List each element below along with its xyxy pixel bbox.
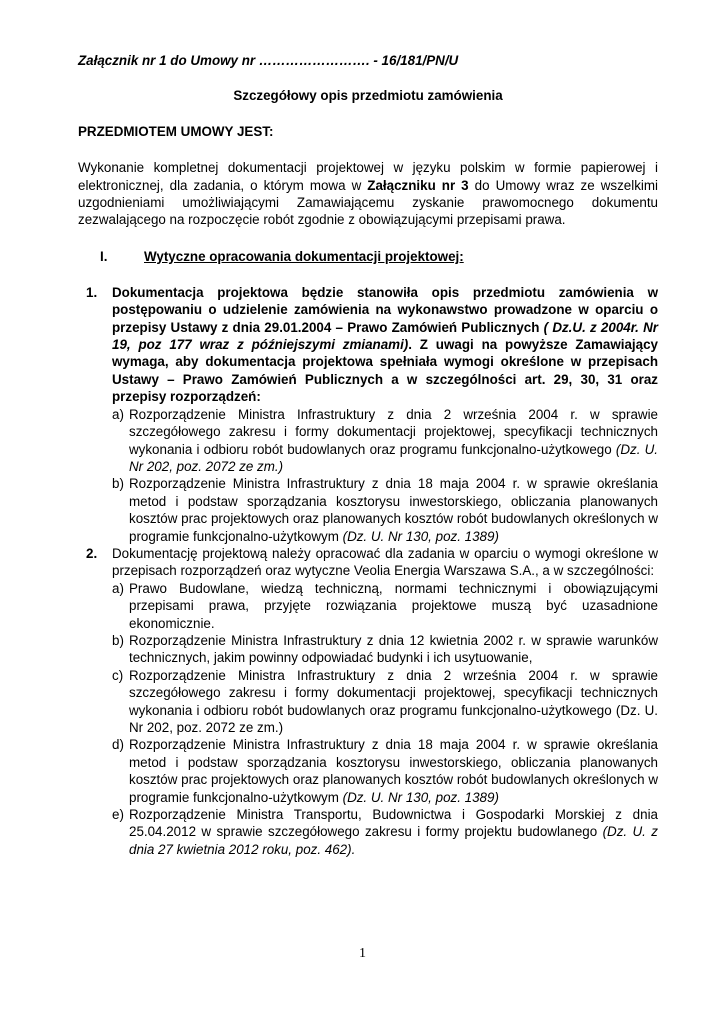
sublist-item — [112, 736, 658, 806]
sublist-item — [112, 406, 658, 476]
intro-paragraph — [78, 159, 658, 229]
sub-letter: a) — [112, 580, 124, 596]
sub-text: Prawo Budowlane, wiedzą techniczną, normami technicznymi i obowiązującymi przepisami prawa, przyjęte rozwiązania projektowe muszą być uzasadnione ekonomicznie. — [129, 580, 658, 631]
sub-text: Rozporządzenie Ministra Infrastruktury z dnia 18 maja 2004 r. w sprawie określania metod i podstaw sporządzania kosztorysu inwestorskiego, obliczania planowanych kosztów prac projektowych oraz planowanych kosztów robót budowlanych określonych w programie funkcjonalno-użytkowym — [129, 737, 658, 805]
sub-letter: c) — [112, 667, 124, 683]
item-number: 2. — [86, 545, 98, 561]
item1-text-citation: ( Dz.U. z 2004r. Nr 19, poz 177 wraz z późniejszymi zmianami) — [112, 319, 658, 353]
sub-text: Rozporządzenie Ministra Infrastruktury z dnia 2 września 2004 r. w sprawie szczegółowego zakresu i formy dokumentacji projektowej, specyfikacji technicznych wykonania i odbioru robót budowlanych oraz programu funkcjonalno-użytkowego (Dz. U. Nr 202, poz. 2072 ze zm.) — [129, 667, 658, 735]
sub-text: Rozporządzenie Ministra Infrastruktury z dnia 12 kwietnia 2002 r. w sprawie warunków technicznych, jakim powinny odpowiadać budynki i ich usytuowanie, — [129, 632, 658, 666]
sub-letter: b) — [112, 476, 124, 492]
sublist-item — [112, 475, 658, 545]
sub-text: Rozporządzenie Ministra Transportu, Budownictwa i Gospodarki Morskiej z dnia 25.04.2012 w sprawie szczegółowego zakresu i formy projektu budowlanego — [129, 807, 658, 840]
sub-citation: (Dz. U. z dnia 27 kwietnia 2012 roku, poz. 462). — [129, 824, 658, 857]
item-text: Dokumentację projektową należy opracować dla zadania w oparciu o wymogi określone w przepisach rozporządzeń oraz wytyczne Veolia Energia Warszawa S.A., a w szczególności: — [112, 545, 658, 579]
sublist-item — [112, 580, 658, 632]
sublist-item — [112, 632, 658, 667]
sub-letter: e) — [112, 807, 124, 823]
sub-letter: d) — [112, 737, 124, 753]
section-title: Wytyczne opracowania dokumentacji projektowej: — [144, 248, 464, 264]
sublist — [112, 580, 658, 859]
item-number: 1. — [86, 284, 98, 300]
sub-text: Rozporządzenie Ministra Infrastruktury z dnia 2 września 2004 r. w sprawie szczegółowego zakresu i formy dokumentacji projektowej, specyfikacji technicznych wykonania i odbioru robót budowlanych oraz programu funkcjonalno-użytkowego — [129, 406, 658, 457]
sub-citation: (Dz. U. Nr 130, poz. 1389) — [342, 789, 499, 805]
document-title: Szczegółowy opis przedmiotu zamówienia — [233, 88, 503, 104]
item1-text-a: Dokumentacja projektowa będzie stanowiła opis przedmiotu zamówienia w postępowaniu o udzielenie zamówienia na wykonawstwo prowadzone w oparciu o przepisy Ustawy z dnia 29.01.2004 – Prawo Zamówień Publicznych — [112, 284, 658, 335]
page-number: 1 — [359, 946, 366, 961]
sublist-item — [112, 806, 658, 858]
sub-letter: b) — [112, 632, 124, 648]
attachment-header: Załącznik nr 1 do Umowy nr ……………………. - 16/181/PN/U — [78, 53, 459, 68]
intro-text-bold: Załączniku nr 3 — [367, 177, 469, 193]
sub-citation: (Dz. U. Nr 202, poz. 2072 ze zm.) — [129, 441, 659, 474]
list-item-1 — [78, 284, 658, 545]
subject-heading: PRZEDMIOTEM UMOWY JEST: — [78, 123, 274, 139]
intro-text-c: do Umowy wraz ze wszelkimi uzgodnieniami umożliwiającymi Zamawiającemu zyskanie prawomocnego dokumentu zezwalającego na rozpoczęcie robót zgodnie z obowiązującymi przepisami prawa. — [78, 177, 658, 228]
sublist-item — [112, 667, 658, 737]
sub-citation: (Dz. U. Nr 130, poz. 1389) — [342, 528, 499, 544]
sub-text: Rozporządzenie Ministra Infrastruktury z dnia 18 maja 2004 r. w sprawie określania metod i podstaw sporządzania kosztorysu inwestorskiego, obliczania planowanych kosztów prac projektowych oraz planowanych kosztów robót budowlanych określonych w programie funkcjonalno-użytkowym — [129, 476, 658, 544]
list-item-2 — [78, 545, 658, 858]
section-heading — [78, 248, 658, 266]
section-number: I. — [100, 248, 108, 264]
sublist — [112, 406, 658, 545]
item1-text-c: . Z uwagi na powyższe Zamawiający wymaga, aby dokumentacja projektowa spełniała wymogi określone w przepisach Ustawy – Prawo Zamówień Publicznych a w szczególności art. 29, 30, 31 oraz przepisy rozporządzeń: — [112, 337, 658, 405]
sub-letter: a) — [112, 406, 124, 422]
intro-text-a: Wykonanie kompletnej dokumentacji projektowej w języku polskim w formie papierowej i elektronicznej, dla zadania, o którym mowa w — [78, 160, 658, 193]
document-page — [78, 52, 658, 858]
item-text — [112, 284, 658, 406]
